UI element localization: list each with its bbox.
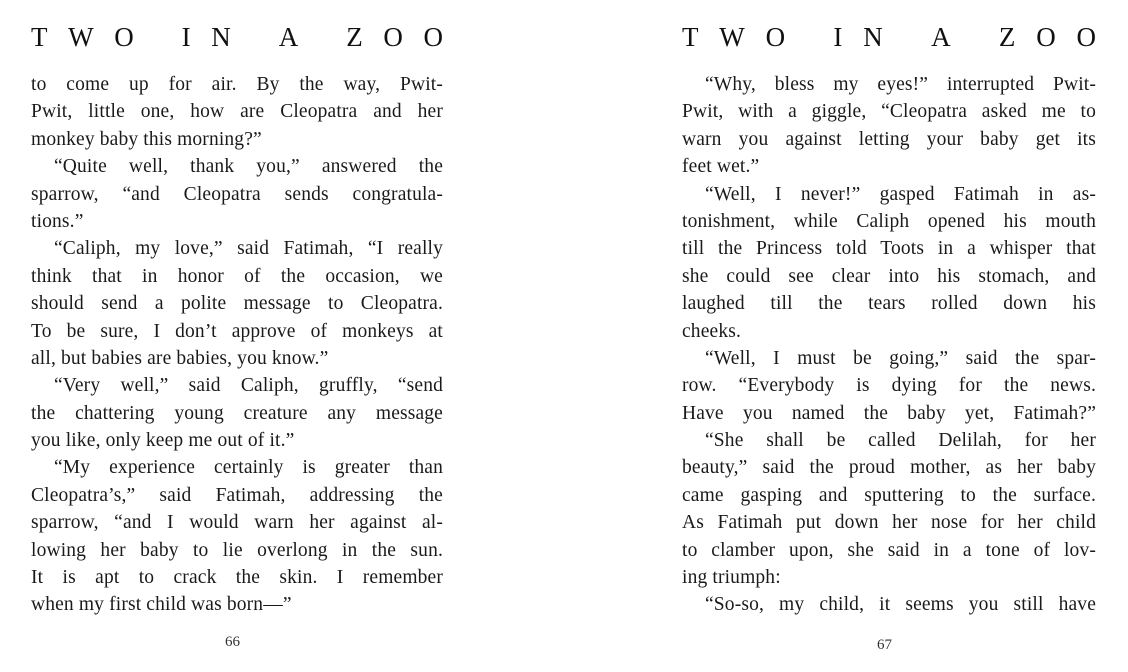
text-line: As Fatimah put down her nose for her child — [682, 512, 1096, 534]
running-head — [682, 22, 1096, 52]
text-line: should send a polite message to Cleopatra. — [31, 293, 443, 315]
running-head-letter — [904, 22, 911, 53]
running-head-letter: I — [833, 22, 843, 52]
text-line: sparrow, “and Cleopatra sends congratula- — [31, 183, 443, 205]
text-line: “She shall be called Delilah, for her — [705, 430, 1096, 452]
body-text — [682, 71, 1096, 619]
right-page — [682, 0, 1096, 672]
text-line: to clamber upon, she said in a tone of lov- — [682, 539, 1096, 561]
running-head-letter — [251, 22, 258, 53]
text-line: beauty,” said the proud mother, as her baby — [682, 457, 1096, 479]
text-line: tions.” — [31, 210, 84, 232]
text-line: “Very well,” said Caliph, gruffly, “send — [54, 375, 443, 397]
text-line: the chattering young creature any message — [31, 402, 443, 424]
text-line: laughed till the tears rolled down his — [682, 293, 1096, 315]
running-head-letter: T — [682, 22, 699, 52]
running-head-letter: O — [765, 22, 786, 52]
left-page — [31, 0, 443, 672]
text-line: Cleopatra’s,” said Fatimah, addressing the — [31, 484, 443, 506]
running-head-letter: Z — [998, 22, 1016, 52]
running-head-letter: T — [31, 22, 48, 52]
running-head-letter: W — [68, 22, 94, 52]
running-head-letter: O — [383, 22, 403, 52]
page-number: 67 — [877, 637, 892, 653]
running-head-letter — [319, 22, 326, 53]
running-head-letter: O — [114, 22, 134, 52]
running-head-letter: A — [931, 22, 951, 52]
text-line: till the Princess told Toots in a whisper that — [682, 238, 1096, 260]
running-head — [31, 22, 443, 52]
text-line: sparrow, “and I would warn her against al- — [31, 512, 443, 534]
running-head-letter: O — [423, 22, 443, 52]
text-line: Pwit, with a giggle, “Cleopatra asked me to — [682, 101, 1096, 123]
running-head-letter — [806, 22, 813, 53]
text-line: Pwit, little one, how are Cleopatra and her — [31, 101, 443, 123]
running-head-letter: A — [278, 22, 299, 52]
text-line: To be sure, I don’t approve of monkeys at — [31, 320, 443, 342]
text-line: she could see clear into his stomach, and — [682, 265, 1096, 287]
text-line: feet wet.” — [682, 156, 760, 178]
text-line: warn you against letting your baby get its — [682, 128, 1096, 150]
page-number: 66 — [225, 634, 240, 650]
running-head-letter: W — [719, 22, 745, 52]
text-line: “Well, I must be going,” said the spar- — [705, 347, 1096, 369]
text-line: “Caliph, my love,” said Fatimah, “I really — [54, 238, 443, 260]
text-line: Have you named the baby yet, Fatimah?” — [682, 402, 1096, 424]
body-text — [31, 71, 443, 619]
text-line: you like, only keep me out of it.” — [31, 430, 295, 452]
running-head-letter — [971, 22, 978, 53]
text-line: row. “Everybody is dying for the news. — [682, 375, 1096, 397]
running-head-letter: Z — [346, 22, 363, 52]
text-line: “My experience certainly is greater than — [54, 457, 443, 479]
text-line: “Why, bless my eyes!” interrupted Pwit- — [705, 74, 1096, 95]
text-line: all, but babies are babies, you know.” — [31, 347, 329, 369]
text-line: “So-so, my child, it seems you still have — [705, 594, 1096, 616]
text-line: cheeks. — [682, 320, 741, 342]
text-line: lowing her baby to lie overlong in the sun. — [31, 539, 443, 561]
text-line: think that in honor of the occasion, we — [31, 265, 443, 287]
text-line: monkey baby this morning?” — [31, 128, 262, 150]
running-head-letter: O — [1076, 22, 1096, 52]
text-line: when my first child was born—” — [31, 594, 292, 616]
text-line: “Quite well, thank you,” answered the — [54, 156, 443, 178]
text-line: tonishment, while Caliph opened his mouth — [682, 210, 1096, 232]
running-head-letter: N — [863, 22, 883, 52]
text-line: came gasping and sputtering to the surface. — [682, 484, 1096, 506]
running-head-letter — [154, 22, 161, 53]
text-line: to come up for air. By the way, Pwit- — [31, 74, 443, 95]
text-line: It is apt to crack the skin. I remember — [31, 567, 443, 589]
running-head-letter: I — [181, 22, 191, 52]
running-head-letter: N — [211, 22, 231, 52]
text-line: ing triumph: — [682, 567, 781, 589]
running-head-letter: O — [1036, 22, 1056, 52]
text-line: “Well, I never!” gasped Fatimah in as- — [705, 183, 1096, 205]
